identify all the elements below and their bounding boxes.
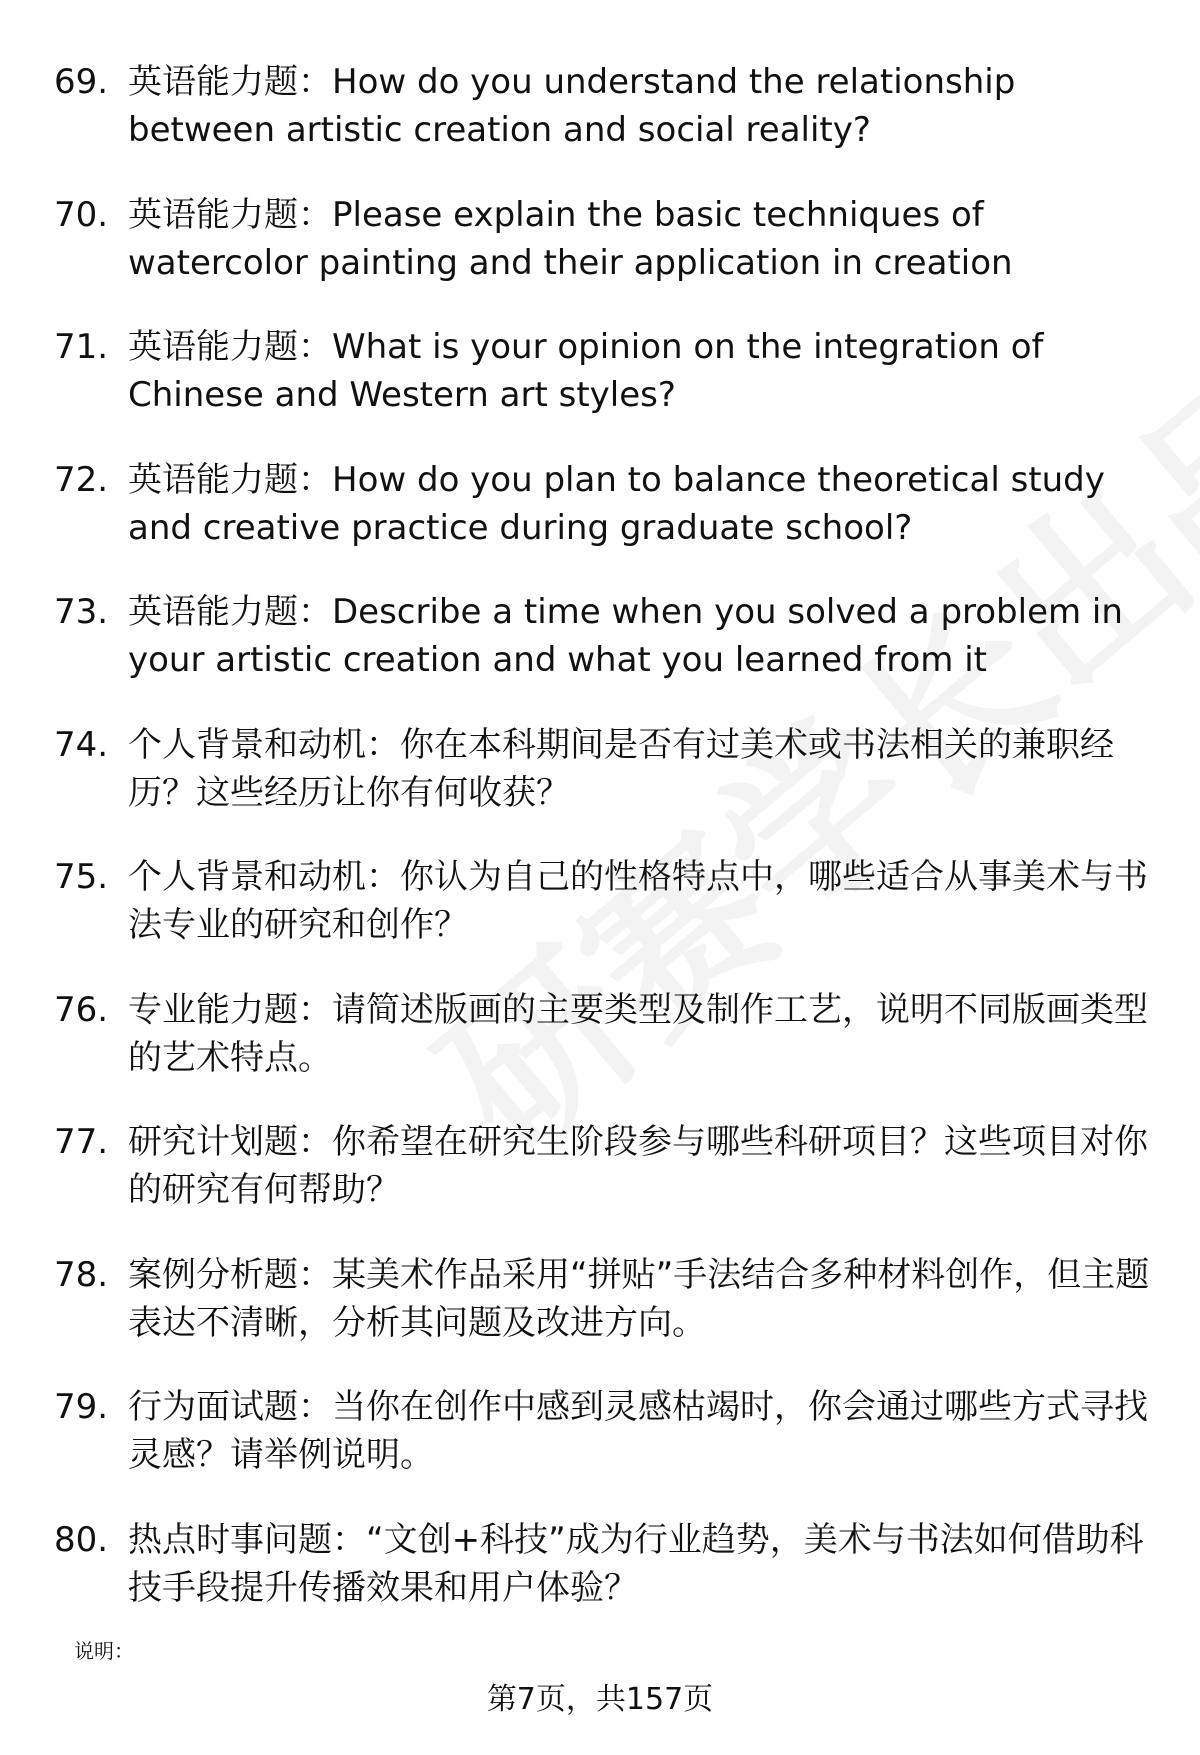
question-item	[0, 1516, 1200, 1649]
question-item	[0, 721, 1200, 854]
question-text: 个人背景和动机：你认为自己的性格特点中，哪些适合从事美术与书法专业的研究和创作？	[128, 857, 1148, 945]
question-text: 专业能力题：请简述版画的主要类型及制作工艺，说明不同版画类型的艺术特点。	[128, 989, 1148, 1078]
question-number: 78.	[54, 1254, 109, 1295]
question-number: 77.	[54, 1122, 109, 1162]
question-text: 英语能力题：What is your opinion on the integration of Chinese and Western art styles?	[128, 327, 1044, 415]
question-item	[0, 1118, 1200, 1251]
question-text: 案例分析题：某美术作品采用“拼贴”手法结合多种材料创作，但主题表达不清晰，分析其问题及改进方向。	[128, 1254, 1150, 1343]
question-item	[0, 191, 1200, 324]
question-text: 英语能力题：How do you understand the relationship between artistic creation and social reality?	[128, 62, 1016, 150]
question-item	[0, 1251, 1200, 1384]
question-number: 73.	[54, 592, 109, 632]
question-number: 74.	[54, 724, 109, 765]
question-number: 80.	[54, 1519, 109, 1560]
page-footer: 第7页，共157页	[486, 1682, 714, 1717]
question-item	[0, 588, 1200, 721]
question-item	[0, 456, 1200, 589]
question-number: 70.	[54, 194, 109, 235]
question-text: 英语能力题：Describe a time when you solved a problem in your artistic creation and what you learned from it	[128, 592, 1123, 680]
question-text: 英语能力题：Please explain the basic techniques of watercolor painting and their application in creation	[128, 194, 1013, 283]
question-text: 热点时事问题：“文创+科技”成为行业趋势，美术与书法如何借助科技手段提升传播效果和用户体验？	[128, 1519, 1144, 1608]
question-item	[0, 58, 1200, 191]
question-text: 英语能力题：How do you plan to balance theoretical study and creative practice during graduate school?	[128, 459, 1105, 548]
question-item	[0, 853, 1200, 986]
question-number: 75.	[54, 857, 109, 897]
question-number: 79.	[54, 1387, 109, 1427]
question-text: 研究计划题：你希望在研究生阶段参与哪些科研项目？这些项目对你的研究有何帮助？	[128, 1122, 1148, 1210]
question-number: 71.	[54, 327, 109, 367]
question-number: 76.	[54, 989, 109, 1030]
question-item	[0, 323, 1200, 456]
question-text: 个人背景和动机：你在本科期间是否有过美术或书法相关的兼职经历？这些经历让你有何收获？	[128, 724, 1114, 813]
question-item	[0, 986, 1200, 1119]
question-item	[0, 1383, 1200, 1516]
question-list	[0, 58, 1200, 1648]
question-number: 69.	[54, 62, 109, 102]
question-number: 72.	[54, 459, 109, 500]
question-text: 行为面试题：当你在创作中感到灵感枯竭时，你会通过哪些方式寻找灵感？请举例说明。	[128, 1387, 1148, 1475]
note-label: 说明：	[74, 1639, 134, 1663]
